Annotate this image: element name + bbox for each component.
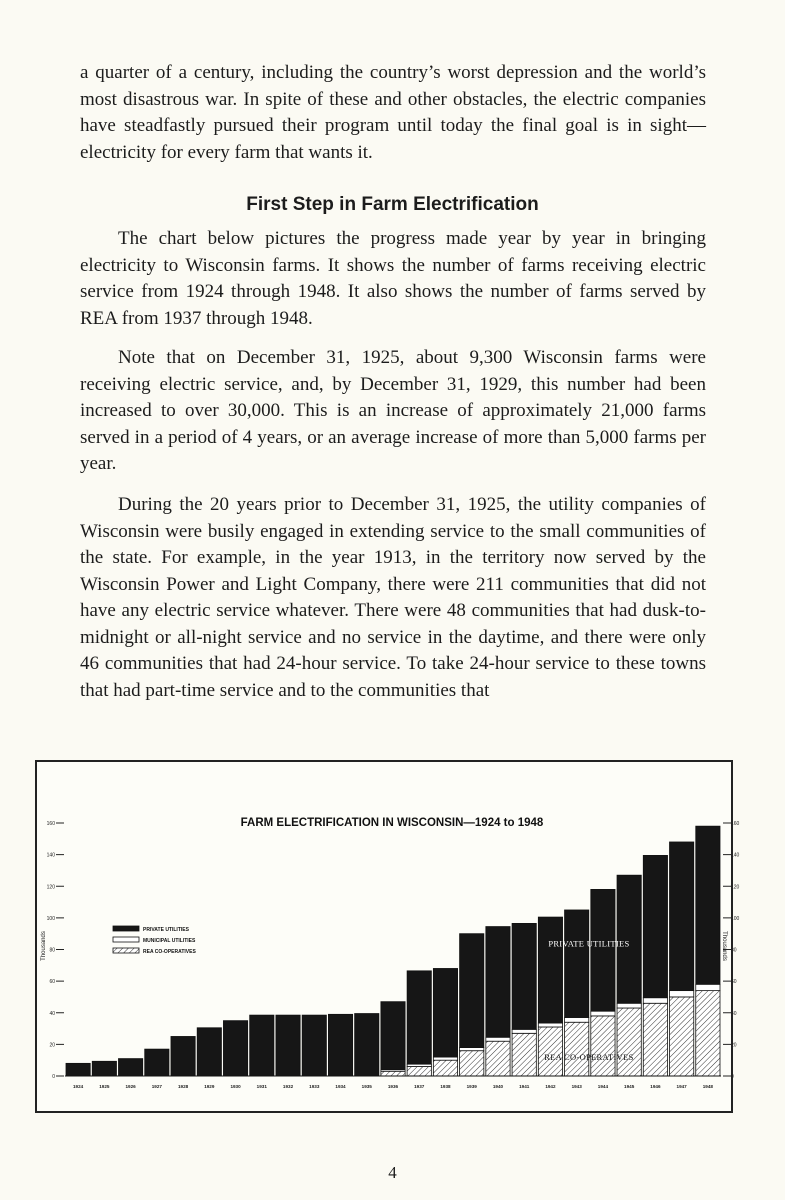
bar-municipal-utilities-1939 — [460, 1048, 484, 1051]
y-tick-label-right: 80 — [731, 947, 737, 954]
x-tick-label: 1932 — [282, 1084, 294, 1089]
bar-private-utilities-1931 — [250, 1015, 274, 1076]
x-tick-label: 1924 — [73, 1084, 84, 1089]
x-tick-label: 1944 — [597, 1084, 609, 1089]
x-tick-label: 1939 — [466, 1084, 477, 1089]
paragraph-small-communities: During the 20 years prior to December 31, 1925, the utility companies of Wisconsin were busily engaged in extending service to the small communities of the state. For example, in the year 1913, in the territory now served by the Wisconsin Power and Light Company, there were 211 communities that did not have any electric service whatever. There were 48 communities that had dusk-to-midnight or all-night service and no service in the daytime, and there were only 46 communities that had 24-hour service. To take 24-hour service to these towns that had part-time service and to the communities that — [80, 494, 706, 701]
x-tick-label: 1941 — [519, 1084, 530, 1089]
y-tick-label-right: 120 — [731, 884, 740, 891]
bar-rea-co-operatives-1936 — [381, 1071, 405, 1076]
legend-swatch — [113, 948, 139, 953]
bar-rea-co-operatives-1944 — [591, 1016, 615, 1076]
y-tick-label-right: 140 — [731, 852, 740, 859]
bar-municipal-utilities-1944 — [591, 1011, 615, 1016]
bar-private-utilities-1937 — [407, 971, 431, 1064]
x-tick-label: 1937 — [414, 1084, 425, 1089]
bar-private-utilities-1933 — [302, 1015, 326, 1076]
x-tick-label: 1936 — [387, 1084, 399, 1089]
x-tick-label: 1940 — [492, 1084, 504, 1089]
legend-label: MUNICIPAL UTILITIES — [143, 938, 196, 944]
bar-private-utilities-1944 — [591, 889, 615, 1011]
bar-rea-co-operatives-1938 — [433, 1060, 457, 1076]
y-axis-label-right: Thousands — [721, 931, 727, 961]
bar-rea-co-operatives-1946 — [643, 1003, 667, 1076]
paragraph-intro: a quarter of a century, including the country’s worst depression and the world’s most disastrous war. In spite of these and other obstacles, the electric companies have steadfastly pursued their program until today the final goal is in sight—electricity for every farm that wants it. — [80, 62, 706, 163]
bar-municipal-utilities-1947 — [670, 991, 694, 997]
bar-rea-co-operatives-1937 — [407, 1067, 431, 1076]
bar-rea-co-operatives-1943 — [565, 1022, 589, 1076]
bar-private-utilities-1943 — [565, 910, 589, 1018]
paragraph-1925-to-1929: Note that on December 31, 1925, about 9,300 Wisconsin farms were receiving electric service, and, by December 31, 1929, this number had been increased to over 30,000. This is an increase of approximately 21,000 farms served in a period of 4 years, or an average increase of more than 5,000 farms per year. — [80, 347, 706, 474]
x-tick-label: 1942 — [545, 1084, 556, 1089]
bar-rea-co-operatives-1948 — [696, 991, 720, 1076]
x-tick-label: 1925 — [99, 1084, 110, 1089]
bar-municipal-utilities-1948 — [696, 984, 720, 990]
x-tick-label: 1948 — [702, 1084, 713, 1089]
x-tick-label: 1930 — [230, 1084, 241, 1089]
x-tick-label: 1929 — [204, 1084, 215, 1089]
farm-electrification-chart — [35, 760, 740, 1113]
bar-municipal-utilities-1941 — [512, 1029, 536, 1033]
y-tick-label-left: 120 — [46, 884, 55, 891]
y-tick-label-right: 160 — [731, 821, 740, 827]
paragraph-chart-description: The chart below pictures the progress made year by year in bringing electricity to Wisconsin farms. It shows the number of farms receiving electric service from 1924 through 1948. It also shows the number of farms served by REA from 1937 through 1948. — [80, 228, 706, 329]
x-tick-label: 1926 — [125, 1084, 136, 1089]
bar-label-private-utilities: PRIVATE UTILITIES — [548, 938, 630, 949]
bar-private-utilities-1928 — [171, 1036, 195, 1076]
bar-municipal-utilities-1945 — [617, 1003, 641, 1008]
bar-rea-co-operatives-1947 — [670, 997, 694, 1076]
legend-swatch — [113, 937, 139, 942]
bar-private-utilities-1925 — [92, 1061, 116, 1076]
bar-private-utilities-1942 — [538, 917, 562, 1023]
bar-municipal-utilities-1938 — [433, 1057, 457, 1060]
x-tick-label: 1938 — [440, 1084, 451, 1089]
y-tick-label-left: 140 — [46, 852, 55, 859]
bar-private-utilities-1938 — [433, 968, 457, 1057]
bar-private-utilities-1946 — [643, 855, 667, 997]
bar-private-utilities-1934 — [328, 1014, 352, 1076]
y-tick-label-right: 0 — [731, 1074, 734, 1080]
bar-private-utilities-1941 — [512, 923, 536, 1029]
y-tick-label-left: 40 — [49, 1010, 55, 1017]
chart-canvas — [37, 762, 740, 1111]
x-tick-label: 1928 — [177, 1084, 189, 1089]
bar-private-utilities-1947 — [670, 842, 694, 991]
bar-rea-co-operatives-1941 — [512, 1033, 536, 1076]
bar-rea-co-operatives-1945 — [617, 1008, 641, 1076]
y-tick-label-left: 0 — [52, 1074, 55, 1080]
bar-label-rea-co-operatives: REA CO-OPERATIVES — [544, 1052, 634, 1063]
x-tick-label: 1931 — [256, 1084, 267, 1089]
y-tick-label-left: 100 — [46, 915, 55, 922]
y-tick-label-left: 160 — [46, 821, 55, 827]
x-tick-label: 1945 — [624, 1084, 635, 1089]
x-tick-label: 1933 — [309, 1084, 320, 1089]
y-tick-label-right: 60 — [731, 979, 737, 986]
y-tick-label-left: 60 — [49, 979, 55, 986]
bar-municipal-utilities-1942 — [538, 1023, 562, 1027]
x-tick-label: 1947 — [676, 1084, 687, 1089]
x-tick-label: 1934 — [335, 1084, 346, 1089]
x-tick-label: 1935 — [361, 1084, 372, 1089]
bar-private-utilities-1939 — [460, 934, 484, 1048]
legend-swatch — [113, 926, 139, 931]
bar-rea-co-operatives-1939 — [460, 1051, 484, 1076]
bar-rea-co-operatives-1940 — [486, 1041, 510, 1076]
x-tick-label: 1927 — [151, 1084, 162, 1089]
y-tick-label-right: 40 — [731, 1010, 737, 1017]
y-tick-label-right: 100 — [731, 915, 740, 922]
y-tick-label-left: 80 — [49, 947, 55, 954]
x-tick-label: 1943 — [571, 1084, 582, 1089]
bar-private-utilities-1932 — [276, 1015, 300, 1076]
bar-private-utilities-1936 — [381, 1002, 405, 1070]
chart-title: FARM ELECTRIFICATION IN WISCONSIN—1924 to 1948 — [240, 817, 544, 829]
page-number: 4 — [388, 1163, 397, 1182]
bar-municipal-utilities-1946 — [643, 998, 667, 1004]
bar-private-utilities-1929 — [197, 1028, 221, 1076]
bar-private-utilities-1935 — [355, 1014, 379, 1076]
bar-municipal-utilities-1943 — [565, 1017, 589, 1022]
y-tick-label-left: 20 — [49, 1042, 55, 1049]
bar-private-utilities-1927 — [145, 1049, 169, 1076]
x-tick-label: 1946 — [650, 1084, 661, 1089]
bar-private-utilities-1926 — [118, 1059, 142, 1076]
legend-label: PRIVATE UTILITIES — [143, 927, 189, 933]
bar-private-utilities-1924 — [66, 1063, 90, 1076]
bar-private-utilities-1940 — [486, 927, 510, 1038]
y-axis-label-left: Thousands — [41, 931, 47, 961]
bar-private-utilities-1948 — [696, 826, 720, 984]
y-tick-label-right: 20 — [731, 1042, 737, 1049]
bar-municipal-utilities-1940 — [486, 1037, 510, 1041]
section-heading: First Step in Farm Electrification — [246, 194, 539, 215]
legend-label: REA CO-OPERATIVES — [143, 949, 196, 955]
bar-private-utilities-1930 — [223, 1021, 247, 1076]
